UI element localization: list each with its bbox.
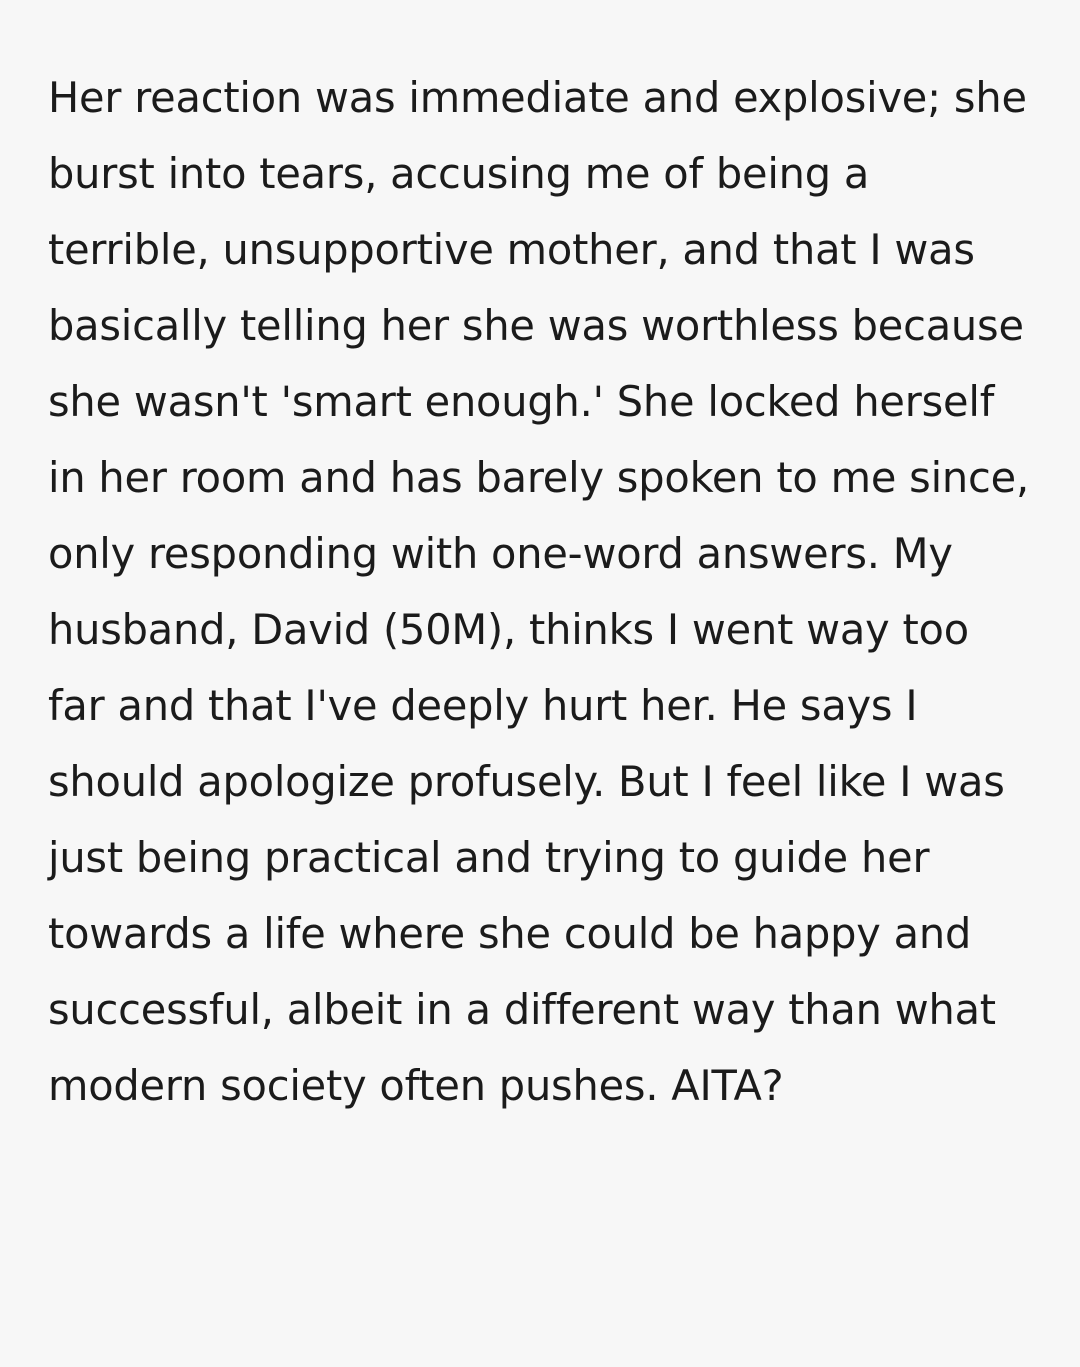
- post-body-text: Her reaction was immediate and explosive; she burst into tears, accusing me of being a terrible, unsupportive mother, and that I was basically telling her she was worthless because she wasn't 'smart enough.' She locked herself in her room and has barely spoken to me since, only responding with one-word answers. My husband, David (50M), thinks I went way too far and that I've deeply hurt her. He says I should apologize profusely. But I feel like I was just being practical and trying to guide her towards a life where she could be happy and successful, albeit in a different way than what modern society often pushes. AITA?: [48, 72, 1042, 1110]
